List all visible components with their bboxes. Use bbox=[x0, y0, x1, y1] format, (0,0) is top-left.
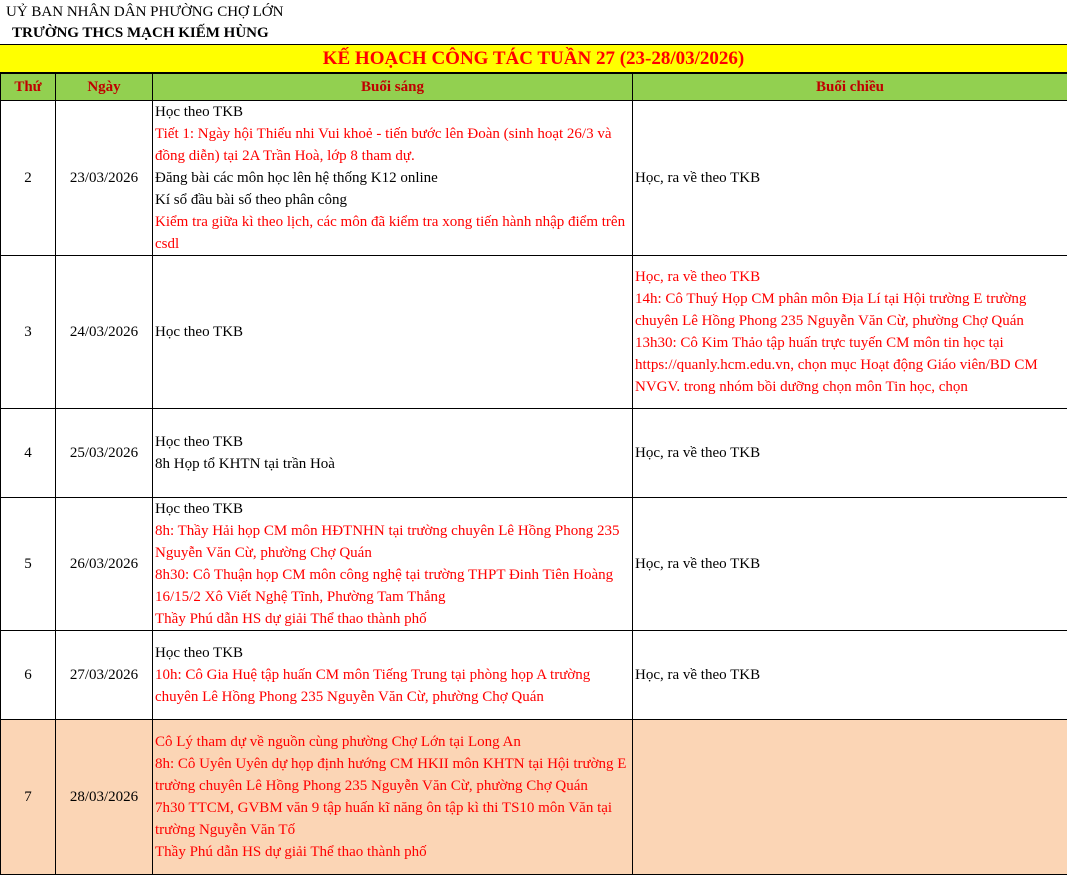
table-row bbox=[1, 631, 1067, 720]
column-header-ngay: Ngày bbox=[56, 74, 153, 101]
cell-morning bbox=[153, 631, 633, 720]
afternoon-entry: Học, ra về theo TKB bbox=[635, 553, 1065, 575]
morning-entry: Kí sổ đầu bài số theo phân công bbox=[155, 189, 630, 211]
cell-afternoon bbox=[633, 631, 1067, 720]
table-header-row bbox=[1, 74, 1067, 101]
morning-entry: 8h30: Cô Thuận họp CM môn công nghệ tại trường THPT Đinh Tiên Hoàng 16/15/2 Xô Viết Nghệ Tĩnh, Phường Tam Thắng bbox=[155, 564, 630, 608]
morning-entries bbox=[155, 431, 630, 475]
cell-thu: 7 bbox=[1, 720, 56, 875]
morning-entry: Cô Lý tham dự về nguồn cùng phường Chợ Lớn tại Long An bbox=[155, 731, 630, 753]
afternoon-entry: Học, ra về theo TKB bbox=[635, 266, 1065, 288]
afternoon-entries bbox=[635, 266, 1065, 398]
morning-entries bbox=[155, 642, 630, 708]
cell-morning bbox=[153, 101, 633, 256]
table-row bbox=[1, 256, 1067, 409]
morning-entry: Tiết 1: Ngày hội Thiếu nhi Vui khoẻ - tiến bước lên Đoàn (sinh hoạt 26/3 và đồng diễn) tại 2A Trần Hoà, lớp 8 tham dự. bbox=[155, 123, 630, 167]
cell-date: 24/03/2026 bbox=[56, 256, 153, 409]
morning-entry: Đăng bài các môn học lên hệ thống K12 online bbox=[155, 167, 630, 189]
table-row bbox=[1, 498, 1067, 631]
plan-title: KẾ HOẠCH CÔNG TÁC TUẦN 27 (23-28/03/2026) bbox=[0, 44, 1067, 73]
afternoon-entries bbox=[635, 442, 1065, 464]
morning-entry: 7h30 TTCM, GVBM văn 9 tập huấn kĩ năng ôn tập kì thi TS10 môn Văn tại trường Nguyễn Văn Tố bbox=[155, 797, 630, 841]
morning-entries bbox=[155, 498, 630, 630]
cell-afternoon bbox=[633, 409, 1067, 498]
cell-date: 25/03/2026 bbox=[56, 409, 153, 498]
morning-entry: 8h: Thầy Hải họp CM môn HĐTNHN tại trường chuyên Lê Hồng Phong 235 Nguyễn Văn Cừ, phường Chợ Quán bbox=[155, 520, 630, 564]
morning-entry: Học theo TKB bbox=[155, 321, 630, 343]
table-row bbox=[1, 409, 1067, 498]
cell-date: 27/03/2026 bbox=[56, 631, 153, 720]
afternoon-entry: Học, ra về theo TKB bbox=[635, 442, 1065, 464]
cell-morning bbox=[153, 409, 633, 498]
morning-entry: 10h: Cô Gia Huệ tập huấn CM môn Tiếng Trung tại phòng họp A trường chuyên Lê Hồng Phong 235 Nguyễn Văn Cừ, phường Chợ Quán bbox=[155, 664, 630, 708]
morning-entries bbox=[155, 101, 630, 255]
school-name: TRƯỜNG THCS MẠCH KIẾM HÙNG bbox=[12, 23, 269, 43]
afternoon-entry: Học, ra về theo TKB bbox=[635, 664, 1065, 686]
org-name: UỶ BAN NHÂN DÂN PHƯỜNG CHỢ LỚN bbox=[6, 2, 283, 22]
morning-entry: Học theo TKB bbox=[155, 642, 630, 664]
afternoon-entry: Học, ra về theo TKB bbox=[635, 167, 1065, 189]
afternoon-entries bbox=[635, 664, 1065, 686]
cell-thu: 5 bbox=[1, 498, 56, 631]
cell-thu: 3 bbox=[1, 256, 56, 409]
morning-entry: Kiểm tra giữa kì theo lịch, các môn đã kiểm tra xong tiến hành nhập điểm trên csdl bbox=[155, 211, 630, 255]
morning-entries bbox=[155, 321, 630, 343]
morning-entry: Học theo TKB bbox=[155, 101, 630, 123]
cell-thu: 6 bbox=[1, 631, 56, 720]
cell-afternoon bbox=[633, 720, 1067, 875]
table-row bbox=[1, 101, 1067, 256]
cell-afternoon bbox=[633, 101, 1067, 256]
cell-date: 26/03/2026 bbox=[56, 498, 153, 631]
column-header-morning: Buổi sáng bbox=[153, 74, 633, 101]
table-row bbox=[1, 720, 1067, 875]
cell-morning bbox=[153, 498, 633, 631]
afternoon-entries bbox=[635, 553, 1065, 575]
morning-entry: Học theo TKB bbox=[155, 431, 630, 453]
morning-entries bbox=[155, 731, 630, 863]
cell-thu: 2 bbox=[1, 101, 56, 256]
cell-morning bbox=[153, 720, 633, 875]
column-header-afternoon: Buổi chiều bbox=[633, 74, 1067, 101]
afternoon-entry: 13h30: Cô Kim Thảo tập huấn trực tuyến CM môn tin học tại https://quanly.hcm.edu.vn, chọn mục Hoạt động Giáo viên/BD CM NVGV. trong nhóm bồi dưỡng chọn môn Tin học, chọn bbox=[635, 332, 1065, 398]
cell-date: 23/03/2026 bbox=[56, 101, 153, 256]
morning-entry: 8h Họp tổ KHTN tại trần Hoà bbox=[155, 453, 630, 475]
afternoon-entry: 14h: Cô Thuý Họp CM phân môn Địa Lí tại Hội trường E trường chuyên Lê Hồng Phong 235 Nguyễn Văn Cừ, phường Chợ Quán bbox=[635, 288, 1065, 332]
morning-entry: Thầy Phú dẫn HS dự giải Thể thao thành phố bbox=[155, 608, 630, 630]
cell-date: 28/03/2026 bbox=[56, 720, 153, 875]
cell-afternoon bbox=[633, 498, 1067, 631]
cell-thu: 4 bbox=[1, 409, 56, 498]
afternoon-entries bbox=[635, 167, 1065, 189]
column-header-thu: Thứ bbox=[1, 74, 56, 101]
cell-afternoon bbox=[633, 256, 1067, 409]
cell-morning bbox=[153, 256, 633, 409]
morning-entry: Học theo TKB bbox=[155, 498, 630, 520]
morning-entry: 8h: Cô Uyên Uyên dự họp định hướng CM HKII môn KHTN tại Hội trường E trường chuyên Lê Hồng Phong 235 Nguyễn Văn Cừ, phường Chợ Quán bbox=[155, 753, 630, 797]
schedule-table bbox=[0, 73, 1067, 875]
morning-entry: Thầy Phú dẫn HS dự giải Thể thao thành phố bbox=[155, 841, 630, 863]
